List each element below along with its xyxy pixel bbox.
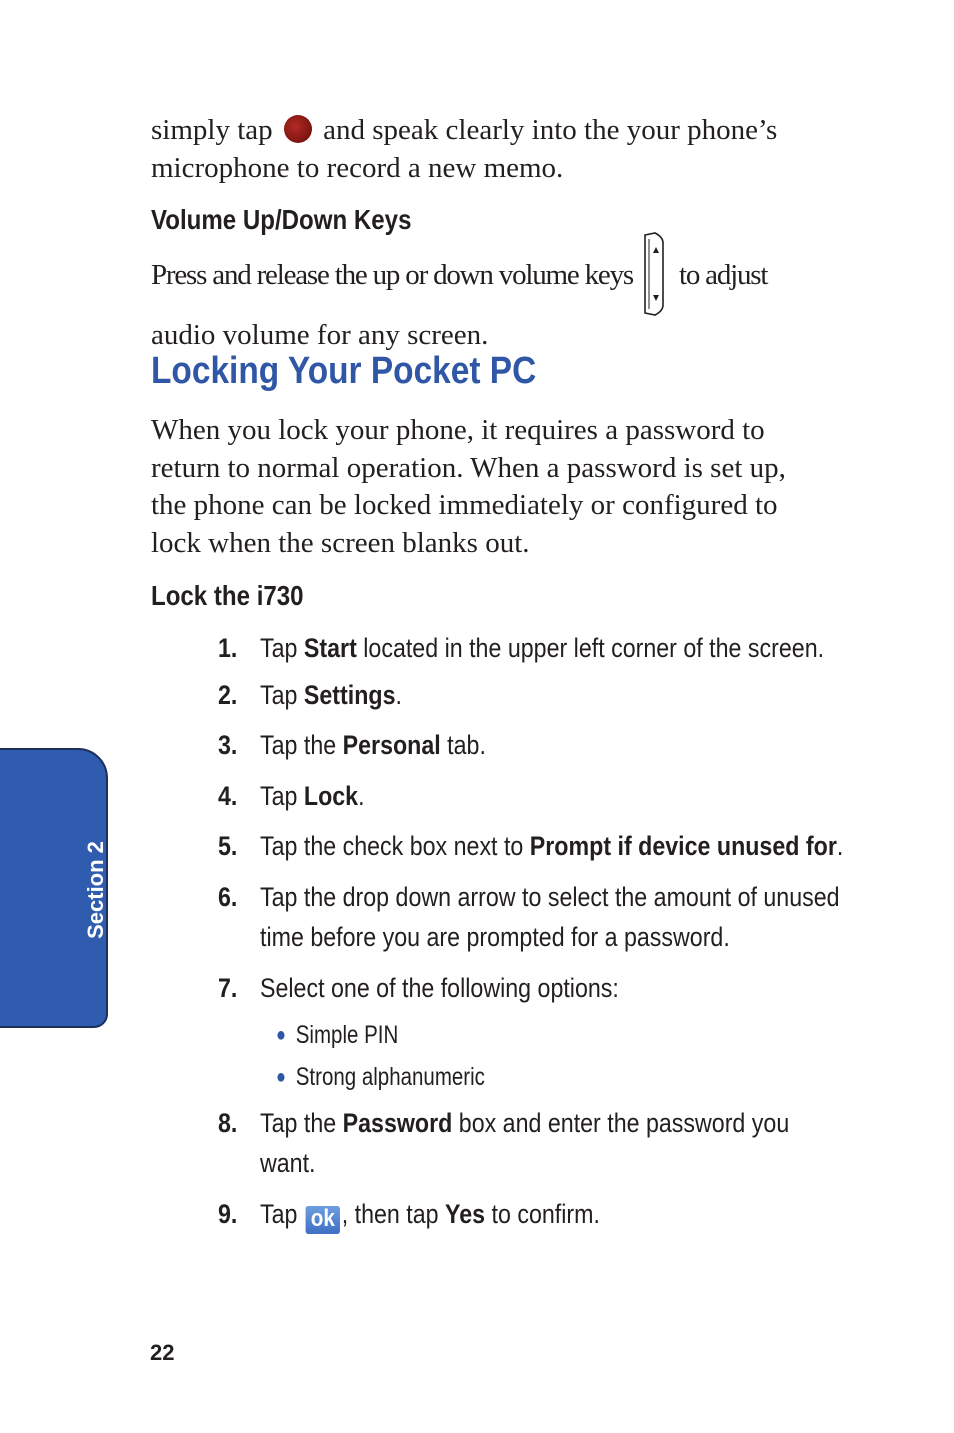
step-text: Select one of the following options: bbox=[260, 973, 619, 1003]
page-number: 22 bbox=[150, 1340, 175, 1365]
locking-para-line: lock when the screen blanks out. bbox=[151, 526, 530, 559]
step-number: 6. bbox=[218, 882, 238, 912]
locking-para-line: the phone can be locked immediately or configured to bbox=[151, 489, 778, 521]
locking-paragraph bbox=[151, 412, 921, 562]
locking-title: Locking Your Pocket PC bbox=[151, 350, 537, 392]
step-number: 2. bbox=[218, 680, 238, 710]
step-number: 9. bbox=[218, 1199, 238, 1229]
volume-keys-icon bbox=[641, 231, 667, 317]
bullet-icon: ● bbox=[276, 1066, 286, 1088]
step-text: Tap the Password box and enter the password you want. bbox=[260, 1108, 790, 1178]
intro-line-2: microphone to record a new memo. bbox=[151, 151, 564, 184]
step-text: Tap Start located in the upper left corner of the screen. bbox=[260, 633, 825, 663]
ok-button-icon: ok bbox=[306, 1206, 340, 1234]
step-number: 8. bbox=[218, 1108, 238, 1138]
step-text: Tap the drop down arrow to select the amount of unused time before you are prompted for a password. bbox=[260, 882, 840, 952]
volume-heading: Volume Up/Down Keys bbox=[151, 204, 412, 235]
step-text: Tap ok , then tap Yes to confirm. bbox=[260, 1199, 600, 1232]
step-text: Tap Lock. bbox=[260, 781, 365, 811]
option-item: ● Simple PIN bbox=[276, 1021, 399, 1049]
step-number: 7. bbox=[218, 973, 238, 1003]
section-label: Section 2 bbox=[83, 841, 108, 939]
locking-para-line: return to normal operation. When a password is set up, bbox=[151, 451, 786, 484]
lock-subheading: Lock the i730 bbox=[151, 580, 304, 611]
option-item: ● Strong alphanumeric bbox=[276, 1063, 485, 1091]
intro-text-after: and speak clearly into the your phone’s bbox=[323, 114, 778, 146]
intro-line-1 bbox=[151, 112, 911, 150]
step-number: 1. bbox=[218, 633, 238, 663]
step-text: Tap the check box next to Prompt if device unused for. bbox=[260, 831, 844, 861]
step-text: Tap Settings. bbox=[260, 680, 402, 710]
intro-paragraph bbox=[151, 112, 911, 187]
bullet-icon: ● bbox=[276, 1024, 286, 1046]
intro-text-before: simply tap bbox=[151, 114, 273, 146]
volume-text-a: Press and release the up or down volume keys bbox=[151, 259, 633, 291]
record-icon bbox=[284, 115, 312, 143]
step-number: 3. bbox=[218, 730, 238, 760]
volume-line-2: audio volume for any screen. bbox=[151, 319, 489, 351]
step-number: 4. bbox=[218, 781, 238, 811]
volume-text-b: to adjust bbox=[678, 259, 768, 291]
step-text: Tap the Personal tab. bbox=[260, 730, 486, 760]
volume-line-1 bbox=[151, 257, 911, 317]
volume-paragraph bbox=[151, 257, 911, 355]
locking-para-line: When you lock your phone, it requires a password to bbox=[151, 414, 765, 446]
step-number: 5. bbox=[218, 831, 238, 861]
